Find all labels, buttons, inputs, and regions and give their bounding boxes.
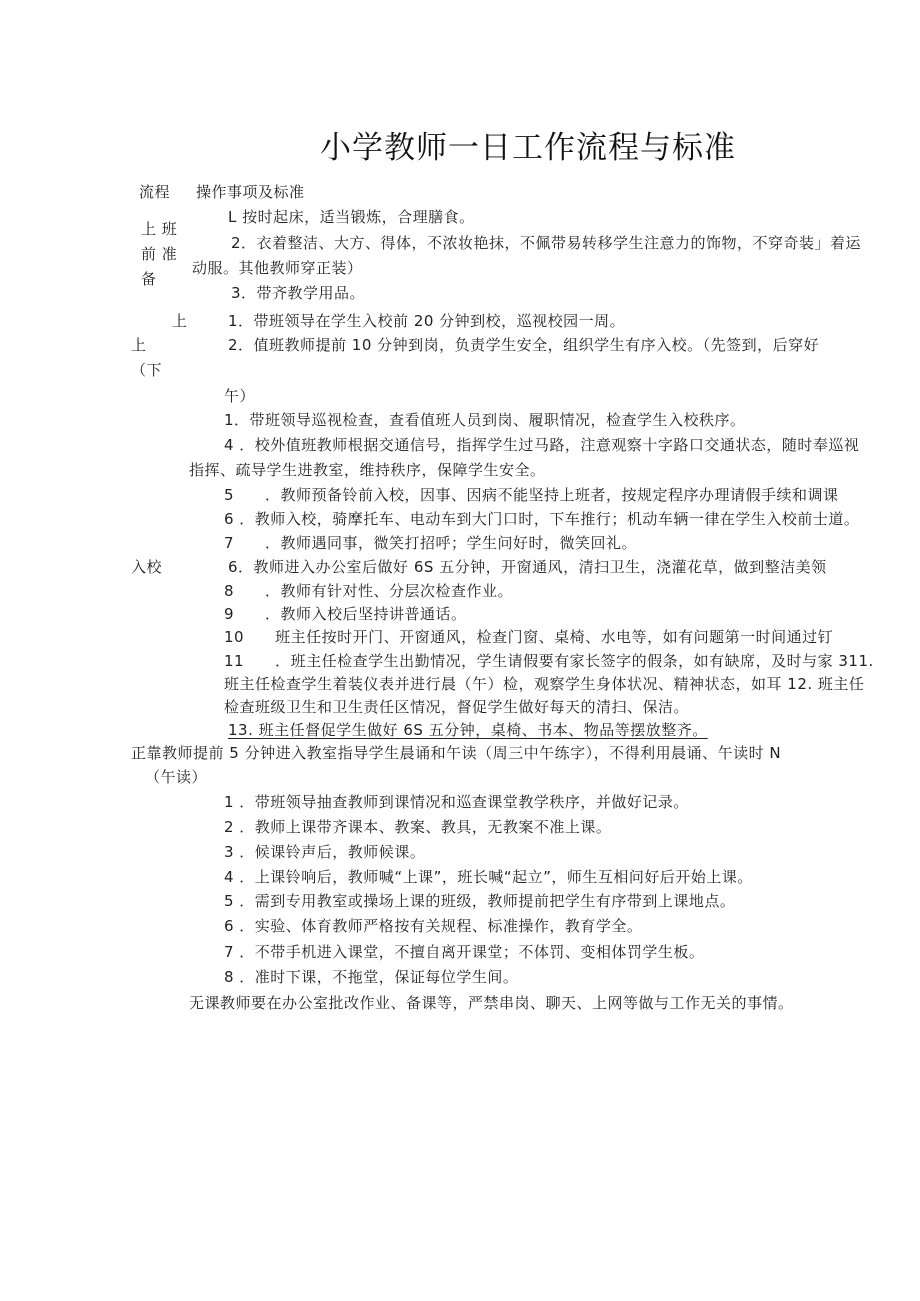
prep-item-1: L 按时起床，适当锻炼，合理膳食。 <box>228 208 475 226</box>
arrival-line: 指挥、疏导学生进教室，维持秩序，保障学生安全。 <box>189 461 546 479</box>
class-item: 1 ．带班领导抽查教师到课情况和巡查课堂教学秩序，并做好记录。 <box>224 793 689 811</box>
class-footer: 无课教师要在办公室批改作业、备课等，严禁串岗、聊天、上网等做与工作无关的事情。 <box>189 994 794 1012</box>
arrival-line: 午） <box>224 387 256 405</box>
class-item: 5 ．需到专用教室或操场上课的班级，教师提前把学生有序带到上课地点。 <box>224 892 736 910</box>
reading-line: 正靠教师提前 5 分钟进入教室指导学生晨诵和午读（周三中午练字），不得利用晨诵、午读时 N <box>131 744 782 762</box>
arrival-label-paren: （下 <box>131 361 163 379</box>
arrival-line: 1．带班领导在学生入校前 20 分钟到校，巡视校园一周。 <box>228 312 626 330</box>
arrival-line: 5 ．教师预备铃前入校，因事、因病不能坚持上班者，按规定程序办理请假手续和调课 <box>224 486 839 504</box>
arrival-line: 4 ．校外值班教师根据交通信号，指挥学生过马路，注意观察十字路口交通状态，随时奉巡视 <box>224 436 860 454</box>
prep-item-2: 2．衣着整洁、大方、得体，不浓妆艳抹，不佩带易转移学生注意力的饰物，不穿奇装」着运 <box>231 234 862 252</box>
prep-label-line3: 备 <box>141 270 157 288</box>
arrival-line: 7 ．教师遇同事，微笑打招呼；学生问好时，微笑回礼。 <box>224 534 638 552</box>
class-item: 7 ．不带手机进入课堂，不擅自离开课堂；不体罚、变相体罚学生板。 <box>224 943 705 961</box>
arrival-line: 检查班级卫生和卫生责任区情况，督促学生做好每天的清扫、保洁。 <box>224 698 690 716</box>
arrival-label-main: 入校 <box>131 558 163 576</box>
class-item: 6 ．实验、体育教师严格按有关规程、标准操作，教育学全。 <box>224 917 643 935</box>
arrival-line: 11 ．班主任检查学生出勤情况，学生请假要有家长签字的假条，如有缺席，及时与家 311. <box>224 652 874 670</box>
class-item: 4 ．上课铃响后，教师喊“上课”，班长喊“起立”，师生互相问好后开始上课。 <box>224 868 753 886</box>
prep-item-2-cont: 动服。其他教师穿正装） <box>192 259 363 277</box>
arrival-line: 班主任检查学生着装仪表并进行晨（午）检，观察学生身体状况、精神状态，如耳 12. 班主任 <box>224 675 865 693</box>
page-title: 小学教师一日工作流程与标准 <box>320 130 736 166</box>
arrival-label-mid: 上 <box>131 336 147 354</box>
class-item: 3 ．候课铃声后，教师候课。 <box>224 843 426 861</box>
class-item: 2 ．教师上课带齐课本、教案、教具，无教案不准上课。 <box>224 818 612 836</box>
arrival-label-top: 上 <box>172 312 188 330</box>
reading-paren: （午读） <box>145 768 208 786</box>
prep-label-line2: 前 准 <box>141 245 178 263</box>
class-item: 8 ．准时下课，不拖堂，保证每位学生间。 <box>224 968 519 986</box>
arrival-line: 9 ．教师入校后坚持讲普通话。 <box>224 605 467 623</box>
arrival-line: 10 班主任按时开门、开窗通风，检查门窗、桌椅、水电等，如有问题第一时间通过钉 <box>224 628 834 646</box>
arrival-line: 8 ．教师有针对性、分层次检查作业。 <box>224 582 514 600</box>
header-items: 操作事项及标准 <box>196 183 305 201</box>
header-flow: 流程 <box>139 183 171 201</box>
prep-item-3: 3．带齐教学用品。 <box>231 284 366 302</box>
arrival-line: 6 ．教师入校，骑摩托车、电动车到大门口时，下车推行；机动车辆一律在学生入校前士道。 <box>224 510 860 528</box>
arrival-line: 6．教师进入办公室后做好 6S 五分钟，开窗通风，清扫卫生，浇灌花草，做到整洁美领 <box>228 558 827 576</box>
arrival-line: 2．值班教师提前 10 分钟到岗，负责学生安全，组织学生有序入校。（先签到，后穿好 <box>228 336 820 354</box>
prep-label-line1: 上 班 <box>141 220 178 238</box>
arrival-line: 1．带班领导巡视检查，查看值班人员到岗、履职情况，检查学生入校秩序。 <box>224 411 746 429</box>
arrival-line: 13. 班主任督促学生做好 6S 五分钟，桌椅、书本、物品等摆放整齐。 <box>228 721 708 739</box>
